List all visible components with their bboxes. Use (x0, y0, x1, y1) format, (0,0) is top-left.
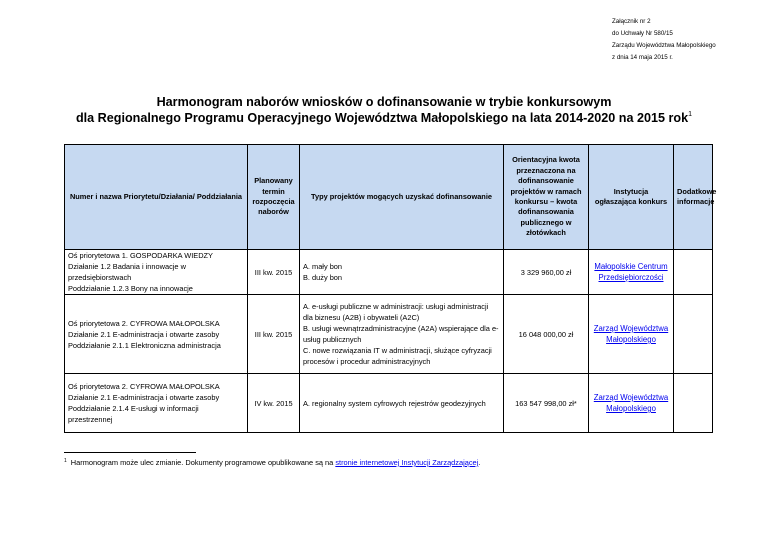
project-type: C. nowe rozwiązania IT w administracji, służące cyfryzacji procesów i procedur administracyjnych (303, 346, 492, 366)
footnote-reference: 1 (688, 111, 693, 118)
cell-types (300, 295, 504, 374)
cell-amount: 16 048 000,00 zł (504, 295, 589, 374)
header-types: Typy projektów mogących uzyskać dofinansowanie (300, 145, 504, 250)
cell-term: III kw. 2015 (248, 250, 300, 295)
table-header-row (65, 145, 713, 250)
attachment-line: do Uchwały Nr 580/15 (612, 30, 673, 37)
title-text: Harmonogram naborów wniosków o dofinansowanie w trybie konkursowym (156, 95, 612, 109)
attachment-line: z dnia 14 maja 2015 r. (612, 54, 673, 61)
institution-link[interactable]: Zarząd Województwa Małopolskiego (593, 393, 669, 413)
document-title-line-2 (0, 111, 768, 125)
cell-info (674, 295, 713, 374)
header-amount: Orientacyjna kwota przeznaczona na dofinansowanie projektów w ramach konkursu – kwota dofinansowania publicznego w złotówkach (504, 145, 589, 250)
submeasure-line: Poddziałanie 2.1.1 Elektroniczna administracja (68, 340, 221, 350)
cell-amount: 3 329 960,00 zł (504, 250, 589, 295)
cell-term: III kw. 2015 (248, 295, 300, 374)
project-type: A. regionalny system cyfrowych rejestrów geodezyjnych (303, 398, 486, 408)
table-row (65, 374, 713, 433)
measure-line: Działanie 2.1 E-administracja i otwarte zasoby (68, 393, 220, 402)
cell-info (674, 374, 713, 433)
cell-amount: 163 547 998,00 zł* (504, 374, 589, 433)
project-type: A. e-usługi publiczne w administracji: usługi administracji dla biznesu (A2B) i obywateli (A2C) (303, 302, 489, 322)
cell-types (300, 374, 504, 433)
measure-line: Działanie 2.1 E-administracja i otwarte zasoby (68, 329, 220, 339)
schedule-table (64, 144, 717, 433)
institution-link[interactable]: Małopolskie Centrum Przedsiębiorczości (594, 262, 668, 282)
submeasure-line: Poddziałanie 1.2.3 Bony na innowacje (68, 284, 193, 293)
table-row (65, 295, 713, 374)
header-term: Planowany termin rozpoczęcia naborów (248, 145, 300, 250)
priority-line: Oś priorytetowa 2. CYFROWA MAŁOPOLSKA (68, 382, 220, 391)
cell-name (65, 374, 248, 433)
institution-link[interactable]: Zarząd Województwa Małopolskiego (593, 324, 669, 344)
project-type: B. usługi wewnątrzadministracyjne (A2A) wspierające dla e-usług publicznych (303, 324, 499, 344)
priority-line: Oś priorytetowa 1. GOSPODARKA WIEDZY (68, 251, 213, 260)
footnote-end: . (478, 458, 481, 467)
footnote-number: 1 (64, 458, 67, 464)
attachment-line: Zarządu Województwa Małopolskiego (612, 42, 716, 49)
cell-name (65, 295, 248, 374)
submeasure-line: Poddziałanie 2.1.4 E-usługi w informacji przestrzennej (68, 404, 199, 424)
header-institution: Instytucja ogłaszająca konkurs (589, 145, 674, 250)
footnote-text: Harmonogram może ulec zmianie. Dokumenty programowe opublikowane są na (70, 458, 336, 467)
header-name: Numer i nazwa Priorytetu/Działania/ Poddziałania (65, 145, 248, 250)
cell-institution (589, 250, 674, 295)
title-text: dla Regionalnego Programu Operacyjnego Województwa Małopolskiego na lata 2014-2020 na 2015 rok (75, 111, 689, 125)
footnote (64, 455, 480, 469)
attachment-line: Załącznik nr 2 (612, 18, 651, 25)
cell-institution (589, 374, 674, 433)
project-type: A. mały bon (303, 262, 343, 271)
cell-name (65, 250, 248, 295)
priority-line: Oś priorytetowa 2. CYFROWA MAŁOPOLSKA (68, 318, 220, 328)
cell-info (674, 250, 713, 295)
footnote-separator (64, 452, 196, 453)
attachment-note (612, 16, 716, 64)
measure-line: Działanie 1.2 Badania i innowacje w przedsiębiorstwach (68, 262, 186, 282)
document-title-line-1 (0, 95, 768, 109)
cell-types (300, 250, 504, 295)
cell-institution (589, 295, 674, 374)
project-type: B. duży bon (303, 273, 343, 282)
footnote-link[interactable]: stronie internetowej Instytucji Zarządzającej (335, 458, 479, 467)
cell-term: IV kw. 2015 (248, 374, 300, 433)
header-info: Dodatkowe informacje (674, 145, 713, 250)
table-row (65, 250, 713, 295)
